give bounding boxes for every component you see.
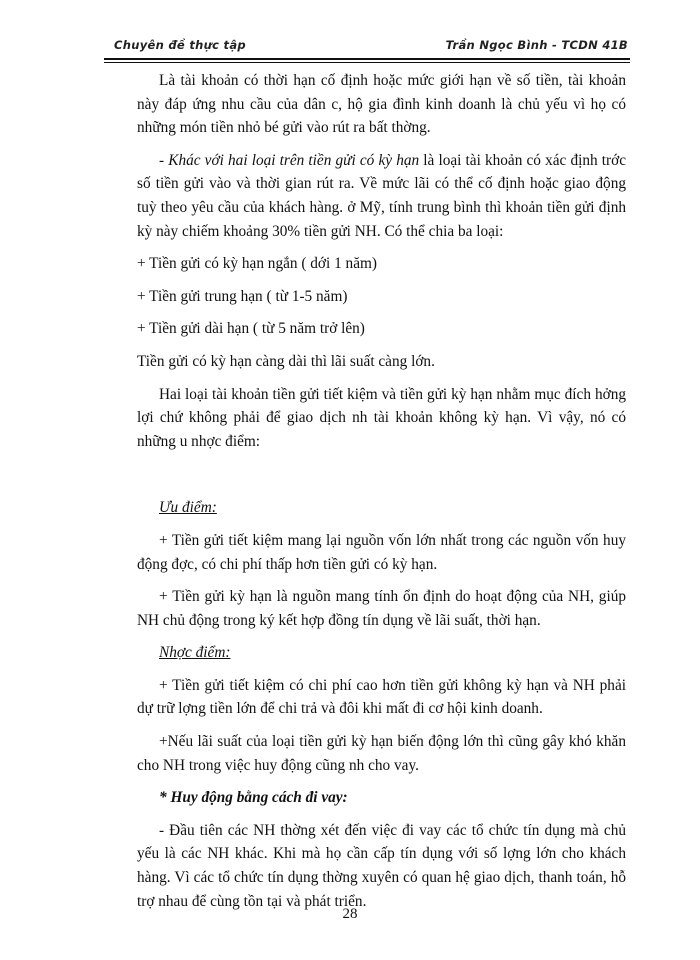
page-number: 28 <box>342 906 358 922</box>
header-rule-thin <box>104 62 630 63</box>
header-right-text: Trần Ngọc Bình - TCDN 41B <box>445 38 628 52</box>
list-item: + Tiền gửi tiết kiệm có chi phí cao hơn tiền gửi không kỳ hạn và NH phải dự trữ lợng tiền lớn để chi trả và đôi khi mất đi cơ hội kinh doanh. <box>137 676 626 718</box>
list-item: + Tiền gửi trung hạn ( từ 1-5 năm) <box>137 287 348 305</box>
document-body <box>137 69 626 922</box>
list-item: +Nếu lãi suất của loại tiền gửi kỳ hạn biến động lớn thì cũng gây khó khăn cho NH trong việc huy động cũng nh cho vay. <box>137 733 626 774</box>
paragraph: Hai loại tài khoản tiền gửi tiết kiệm và tiền gửi kỳ hạn nhằm mục đích hởng lợi chứ không phải để giao dịch nh tài khoản không kỳ hạn. Vì vậy, nó có những u nhợc điểm: <box>137 385 626 450</box>
borrowing-heading: * Huy động bằng cách đi vay: <box>159 789 348 807</box>
paragraph: Là tài khoản có thời hạn cố định hoặc mức giới hạn về số tiền, tài khoản này đáp ứng nhu cầu của dân c, hộ gia đình kinh doanh là chủ yếu vì họ có những món tiền nhỏ bé gửi vào rút ra bất thờng. <box>137 72 626 137</box>
paragraph-term-deposit <box>137 149 626 243</box>
advantages-heading: Ưu điểm: <box>159 499 217 517</box>
header-rule <box>104 58 630 60</box>
dash-prefix: - <box>159 151 169 169</box>
page-header <box>104 36 630 58</box>
header-left-text: Chuyên đề thực tập <box>114 38 246 52</box>
spacer <box>137 462 626 496</box>
list-item: + Tiền gửi kỳ hạn là nguồn mang tính ổn định do hoạt động của NH, giúp NH chủ động trong ký kết hợp đồng tín dụng về lãi suất, thời hạn. <box>137 588 626 629</box>
disadvantages-heading: Nhợc điểm: <box>159 644 231 662</box>
paragraph: Tiền gửi có kỳ hạn càng dài thì lãi suất càng lớn. <box>137 352 435 370</box>
list-item: + Tiền gửi có kỳ hạn ngắn ( dới 1 năm) <box>137 255 377 273</box>
list-item: + Tiền gửi tiết kiệm mang lại nguồn vốn lớn nhất trong các nguồn vốn huy động đợc, có chi phí thấp hơn tiền gửi có kỳ hạn. <box>137 531 626 573</box>
italic-phrase: Khác với hai loại trên tiền gửi có kỳ hạn <box>168 151 420 169</box>
paragraph-rest: là loại tài khoản có xác định trớc số tiền gửi vào và thời gian rút ra. Về mức lãi có thể cố định hoặc giao động tuỳ theo yêu cầu của khách hàng. ở Mỹ, tính trung bình thì khoản tiền gửi định kỳ này chiếm khoảng 30% tiền gửi NH. Có thể chia ba loại: <box>137 151 627 240</box>
list-item: + Tiền gửi dài hạn ( từ 5 năm trở lên) <box>137 320 365 338</box>
paragraph: - Đầu tiên các NH thờng xét đến việc đi vay các tổ chức tín dụng mà chủ yếu là các NH khác. Khi mà họ cần cấp tín dụng với số lợng lớn cho khách hàng. Vì các tổ chức tín dụng thờng xuyên có quan hệ giao dịch, thanh toán, hỗ trợ nhau để cùng tồn tại và phát triển. <box>137 821 626 910</box>
